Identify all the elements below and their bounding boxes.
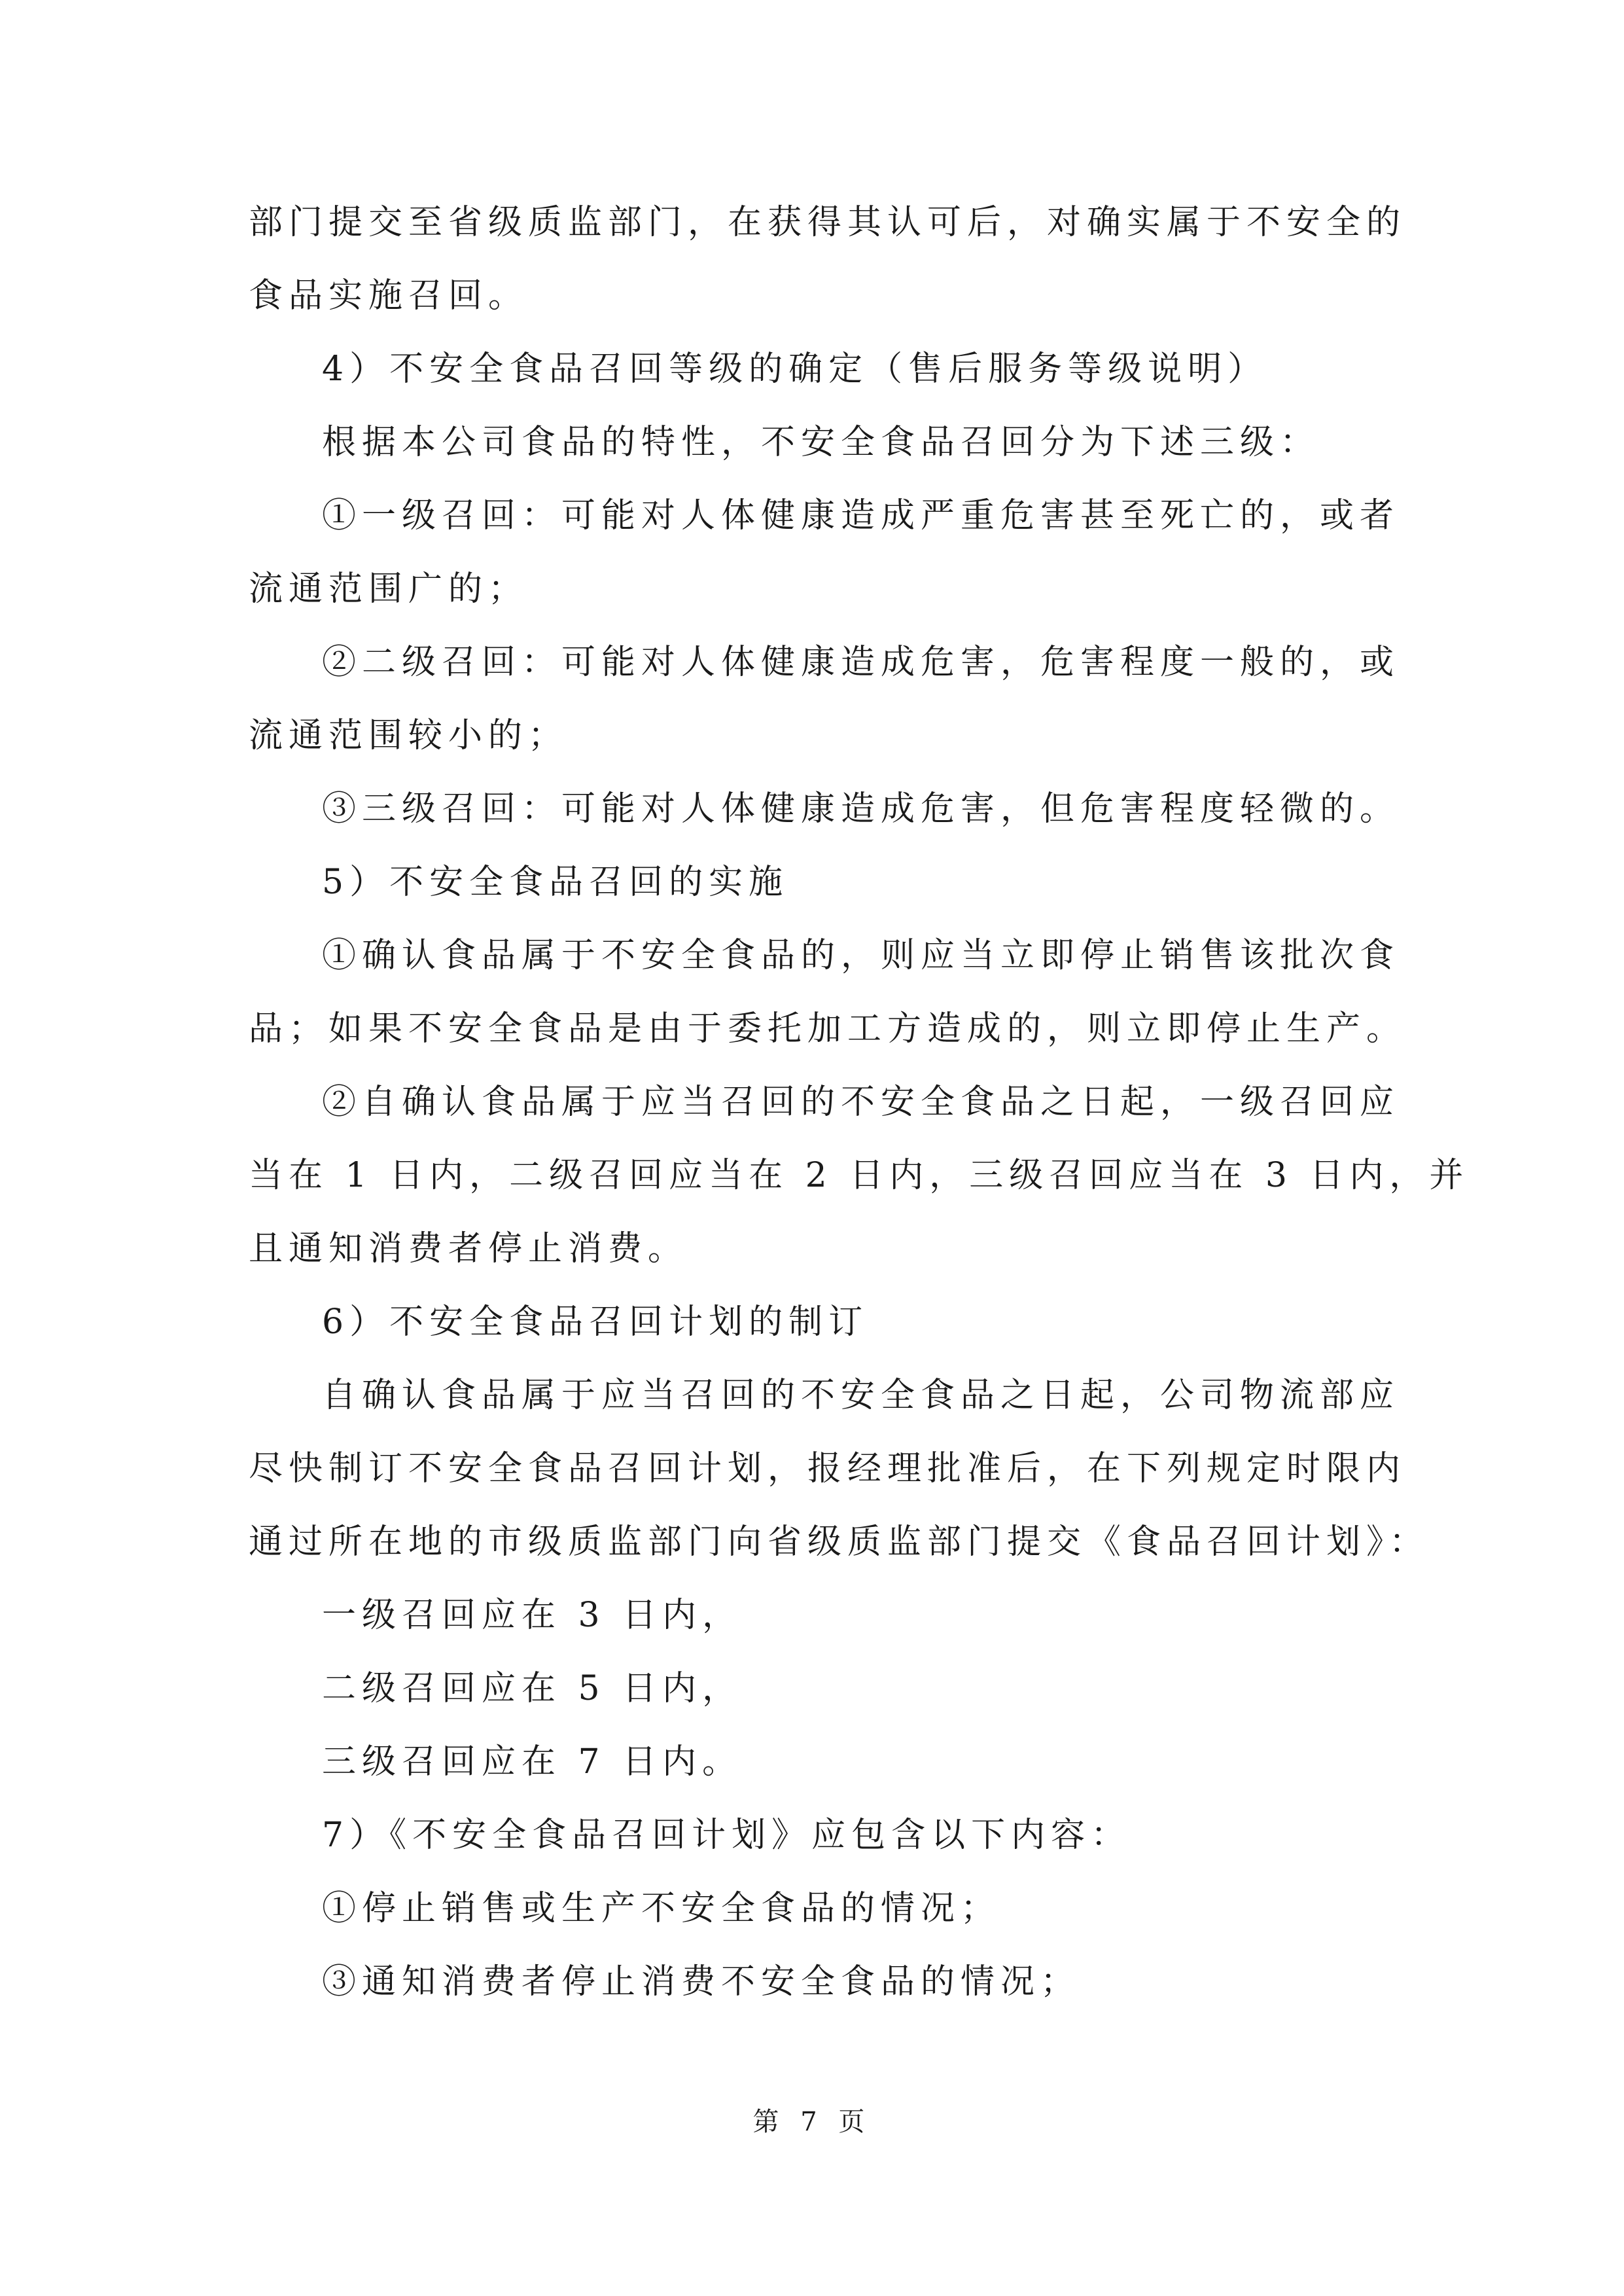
body-line: 流通范围广的；	[249, 569, 529, 609]
section-heading: 4）不安全食品召回等级的确定（售后服务等级说明）	[322, 350, 1268, 389]
body-line: 品；如果不安全食品是由于委托加工方造成的，则立即停止生产。	[249, 1009, 1407, 1049]
list-item: 三级召回应在 7 日内。	[322, 1742, 743, 1782]
section-heading: 6）不安全食品召回计划的制订	[322, 1302, 869, 1342]
list-item: ②二级召回：可能对人体健康造成危害，危害程度一般的，或	[322, 643, 1400, 682]
page-number: 第 7 页	[752, 2107, 872, 2137]
section-heading: 7）《不安全食品召回计划》应包含以下内容：	[322, 1816, 1131, 1855]
list-item: ①停止销售或生产不安全食品的情况；	[322, 1889, 1001, 1928]
list-item: ②自确认食品属于应当召回的不安全食品之日起，一级召回应	[322, 1083, 1400, 1122]
section-heading: 5）不安全食品召回的实施	[322, 863, 789, 902]
body-line: 当在 1 日内，二级召回应当在 2 日内，三级召回应当在 3 日内，并	[249, 1156, 1470, 1195]
body-line: 根据本公司食品的特性，不安全食品召回分为下述三级：	[322, 423, 1320, 462]
body-line: 食品实施召回。	[249, 276, 529, 315]
body-line: 尽快制订不安全食品召回计划，报经理批准后，在下列规定时限内	[249, 1449, 1407, 1488]
body-line: 通过所在地的市级质监部门向省级质监部门提交《食品召回计划》：	[249, 1522, 1430, 1562]
list-item: ①确认食品属于不安全食品的，则应当立即停止销售该批次食	[322, 936, 1400, 975]
body-line: 且通知消费者停止消费。	[249, 1229, 688, 1268]
body-line: 流通范围较小的；	[249, 716, 569, 755]
list-item: 二级召回应在 5 日内，	[322, 1669, 743, 1708]
list-item: 一级召回应在 3 日内，	[322, 1596, 743, 1635]
list-item: ①一级召回：可能对人体健康造成严重危害甚至死亡的，或者	[322, 496, 1400, 535]
list-item: ③三级召回：可能对人体健康造成危害，但危害程度轻微的。	[322, 789, 1400, 829]
list-item: ③通知消费者停止消费不安全食品的情况；	[322, 1962, 1081, 2001]
body-line: 部门提交至省级质监部门，在获得其认可后，对确实属于不安全的	[249, 203, 1407, 242]
body-line: 自确认食品属于应当召回的不安全食品之日起，公司物流部应	[322, 1376, 1400, 1415]
